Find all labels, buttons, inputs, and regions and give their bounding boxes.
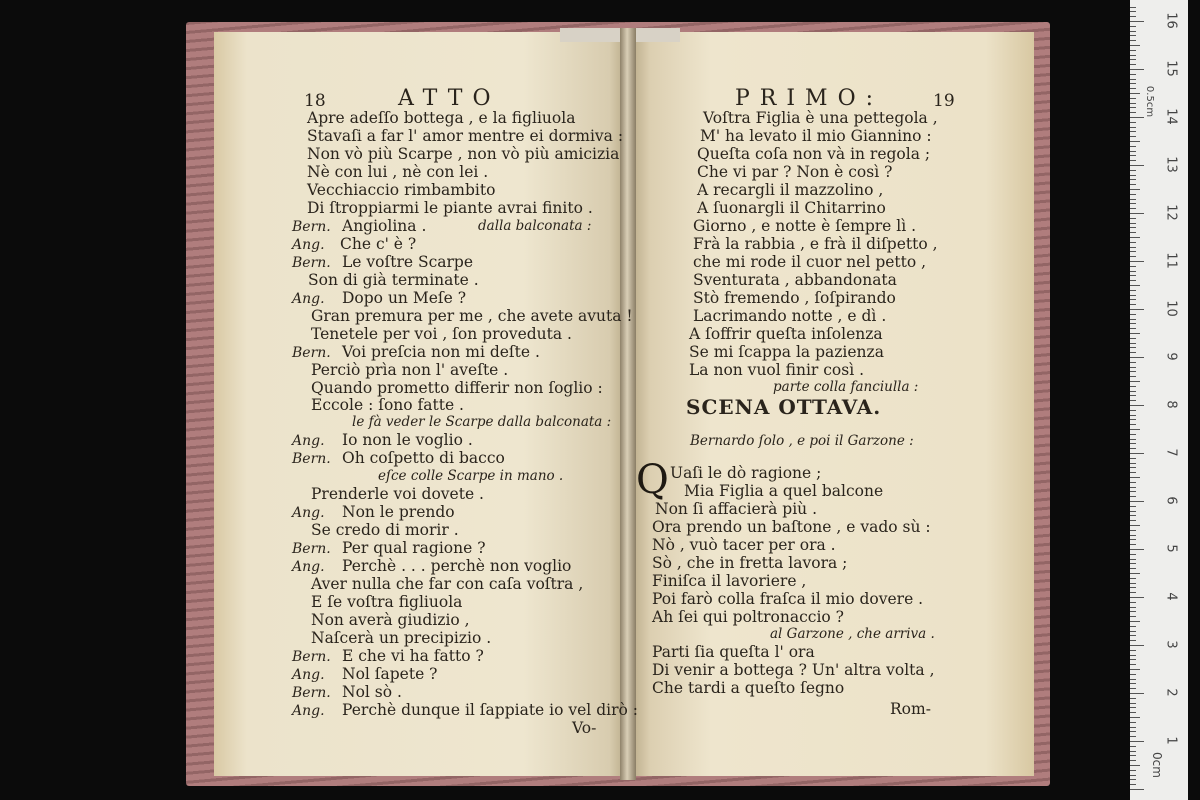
ruler-tick [1130, 472, 1136, 473]
ruler-tick [1130, 611, 1136, 612]
ruler-unit-label: 0cm [1149, 752, 1164, 778]
ruler-tick [1130, 290, 1136, 291]
left-page-number: 18 [304, 91, 326, 111]
ruler-tick [1130, 583, 1136, 584]
ruler-number: 1 [1163, 736, 1179, 745]
speaker-label: Ang. [292, 703, 325, 719]
ruler-tick [1130, 602, 1136, 603]
ruler-tick [1130, 563, 1136, 564]
ruler-tick [1130, 352, 1136, 353]
text-line: Le voſtre Scarpe [342, 253, 474, 271]
text-line: Non ſi affacierà più . [655, 500, 818, 518]
ruler-tick [1130, 640, 1136, 641]
ruler-tick [1130, 285, 1140, 286]
ruler-tick [1130, 347, 1136, 348]
ruler-tick [1130, 535, 1136, 536]
ruler-tick [1130, 655, 1136, 656]
ruler-tick [1130, 45, 1140, 46]
ruler-tick [1130, 679, 1136, 680]
text-line: Nol ſapete ? [342, 665, 438, 683]
ruler-tick [1130, 55, 1136, 56]
ruler-tick [1130, 247, 1136, 248]
ruler-tick [1130, 458, 1136, 459]
text-line: Io non le voglio . [342, 431, 473, 449]
ruler-tick [1130, 424, 1136, 425]
ruler-tick [1130, 693, 1144, 694]
ruler-tick [1130, 184, 1136, 185]
scene-heading: SCENA OTTAVA. [686, 395, 882, 419]
ruler-tick [1130, 635, 1136, 636]
speaker-label: Ang. [292, 433, 325, 449]
measurement-ruler [1130, 0, 1188, 800]
stage-direction: dalla balconata : [478, 218, 592, 234]
speaker-label: Bern. [292, 255, 331, 271]
ruler-number: 3 [1163, 640, 1179, 649]
ruler-tick [1130, 64, 1136, 65]
ruler-tick [1130, 237, 1140, 238]
ruler-tick [1130, 544, 1136, 545]
ruler-tick [1130, 775, 1136, 776]
ruler-tick [1130, 496, 1136, 497]
ruler-tick [1130, 261, 1144, 262]
text-line: Perchè dunque il ſappiate io vel dirò : [342, 701, 638, 719]
ruler-tick [1130, 232, 1136, 233]
ruler-tick [1130, 11, 1136, 12]
ruler-tick [1130, 448, 1136, 449]
ruler-tick [1130, 770, 1136, 771]
ruler-tick [1130, 607, 1136, 608]
ruler-tick [1130, 280, 1136, 281]
ruler-tick [1130, 26, 1136, 27]
ruler-number: 13 [1163, 156, 1179, 173]
ruler-tick [1130, 525, 1140, 526]
ruler-tick [1130, 122, 1136, 123]
ruler-tick [1130, 107, 1136, 108]
ruler-tick [1130, 175, 1136, 176]
ruler-number: 7 [1163, 448, 1179, 457]
ruler-tick [1130, 400, 1136, 401]
speaker-label: Ang. [292, 667, 325, 683]
ruler-tick [1130, 688, 1136, 689]
ruler-tick [1130, 21, 1144, 22]
ruler-number: 10 [1163, 300, 1179, 317]
ruler-tick [1130, 784, 1136, 785]
speaker-label: Ang. [292, 505, 325, 521]
ruler-tick [1130, 645, 1144, 646]
text-line: Ah ſei qui poltronaccio ? [652, 608, 844, 626]
ruler-tick [1130, 127, 1136, 128]
ruler-number: 5 [1163, 544, 1179, 553]
text-line: Eccole : ſono fatte . [311, 396, 464, 414]
text-line: E che vi ha fatto ? [342, 647, 484, 665]
ruler-tick [1130, 621, 1140, 622]
catchword: Rom- [890, 700, 931, 718]
ruler-tick [1130, 59, 1136, 60]
right-running-head: PRIMO: [735, 86, 884, 111]
ruler-tick [1130, 295, 1136, 296]
ruler-tick [1130, 309, 1144, 310]
left-running-head: ATTO [398, 86, 501, 111]
ruler-tick [1130, 736, 1136, 737]
ruler-tick [1130, 74, 1136, 75]
ruler-tick [1130, 419, 1136, 420]
stage-direction: al Garzone , che arriva . [770, 626, 935, 642]
ruler-number: 9 [1163, 352, 1179, 361]
stage-direction: eſce colle Scarpe in mano . [378, 468, 564, 484]
ruler-tick [1130, 439, 1136, 440]
speaker-label: Ang. [292, 559, 325, 575]
ruler-tick [1130, 477, 1140, 478]
ruler-tick [1130, 731, 1136, 732]
ruler-tick [1130, 703, 1136, 704]
text-line: Che c' è ? [340, 235, 417, 253]
text-line: Perciò prìa non l' aveſte . [311, 361, 509, 379]
scene-characters: Bernardo ſolo , e poi il Garzone : [690, 433, 914, 449]
ruler-tick [1130, 79, 1136, 80]
ruler-tick [1130, 194, 1136, 195]
text-line: Son di già terminate . [308, 271, 479, 289]
ruler-tick [1130, 151, 1136, 152]
ruler-tick [1130, 650, 1136, 651]
text-line: Perchè . . . perchè non voglio [342, 557, 572, 575]
ruler-tick [1130, 515, 1136, 516]
speaker-label: Bern. [292, 649, 331, 665]
stage-direction: le fà veder le Scarpe dalla balconata : [352, 414, 612, 430]
ruler-tick [1130, 511, 1136, 512]
text-line: Voſtra Figlia è una pettegola , [703, 109, 938, 127]
ruler-tick [1130, 199, 1136, 200]
ruler-tick [1130, 727, 1136, 728]
ruler-tick [1130, 381, 1140, 382]
text-line: A ſuonargli il Chitarrino [697, 199, 886, 217]
ruler-tick [1130, 136, 1136, 137]
text-line: Nò , vuò tacer per ora . [652, 536, 836, 554]
ruler-tick [1130, 779, 1136, 780]
ruler-tick [1130, 530, 1136, 531]
text-line: Apre adeſſo bottega , e la figliuola [307, 109, 576, 127]
ruler-tick [1130, 631, 1136, 632]
ruler-tick [1130, 664, 1136, 665]
text-line: Ora prendo un baſtone , e vado sù : [652, 518, 931, 536]
right-page-number: 19 [933, 91, 955, 111]
ruler-tick [1130, 131, 1136, 132]
ruler-tick [1130, 386, 1136, 387]
ruler-tick [1130, 112, 1136, 113]
ruler-tick [1130, 328, 1136, 329]
ruler-tick [1130, 35, 1136, 36]
text-line: E ſe voſtra figliuola [311, 593, 463, 611]
ruler-tick [1130, 578, 1136, 579]
ruler-tick [1130, 98, 1136, 99]
text-line: Finiſca il lavoriere , [652, 572, 807, 590]
ruler-tick [1130, 69, 1144, 70]
ruler-tick [1130, 88, 1136, 89]
ruler-tick [1130, 155, 1136, 156]
ruler-tick [1130, 271, 1136, 272]
ruler-number: 11 [1163, 252, 1179, 269]
text-line: Per qual ragione ? [342, 539, 486, 557]
ruler-tick [1130, 568, 1136, 569]
ruler-tick [1130, 669, 1140, 670]
ruler-tick [1130, 443, 1136, 444]
ruler-tick [1130, 146, 1136, 147]
ruler-tick [1130, 7, 1136, 8]
ruler-tick [1130, 314, 1136, 315]
ruler-tick [1130, 275, 1136, 276]
text-line: Di ſtroppiarmi le piante avrai finito . [307, 199, 593, 217]
ruler-tick [1130, 434, 1136, 435]
ruler-tick [1130, 467, 1136, 468]
ruler-tick [1130, 616, 1136, 617]
ruler-number: 16 [1163, 12, 1179, 29]
text-line: Stò fremendo , ſoſpirando [693, 289, 896, 307]
ruler-tick [1130, 170, 1136, 171]
text-line: A recargli il mazzolino , [697, 181, 884, 199]
text-line: Nol sò . [342, 683, 402, 701]
speaker-label: Bern. [292, 219, 331, 235]
text-line: Queſta coſa non và in regola ; [697, 145, 931, 163]
ruler-tick [1130, 31, 1136, 32]
ruler-tick [1130, 223, 1136, 224]
text-line: Nè con lui , nè con lei . [307, 163, 489, 181]
ruler-number: 4 [1163, 592, 1179, 601]
ruler-tick [1130, 506, 1136, 507]
ruler-number: 12 [1163, 204, 1179, 221]
ruler-tick [1130, 256, 1136, 257]
ruler-tick [1130, 482, 1136, 483]
ruler-tick [1130, 242, 1136, 243]
ruler-tick [1130, 659, 1136, 660]
ruler-tick [1130, 549, 1144, 550]
text-line: Mia Figlia a quel balcone [684, 482, 884, 500]
ruler-tick [1130, 717, 1140, 718]
ruler-tick [1130, 203, 1136, 204]
text-line: Gran premura per me , che avete avuta ! [311, 307, 633, 325]
text-line: Parti ſia queſta l' ora [652, 643, 815, 661]
text-line: Non averà giudizio , [311, 611, 470, 629]
ruler-tick [1130, 698, 1136, 699]
ruler-number: 15 [1163, 60, 1179, 77]
ruler-corner-label: 0.5cm [1144, 85, 1156, 118]
ruler-tick [1130, 405, 1144, 406]
ruler-tick [1130, 323, 1136, 324]
ruler-tick [1130, 592, 1136, 593]
speaker-label: Bern. [292, 541, 331, 557]
ruler-tick [1130, 227, 1136, 228]
ruler-tick [1130, 722, 1136, 723]
ruler-tick [1130, 453, 1144, 454]
text-line: Uaſi le dò ragione ; [670, 464, 822, 482]
ruler-tick [1130, 765, 1140, 766]
ruler-number: 14 [1163, 108, 1179, 125]
ruler-tick [1130, 760, 1136, 761]
text-line: Voi preſcia non mi deſte . [342, 343, 540, 361]
ruler-tick [1130, 333, 1140, 334]
ruler-tick [1130, 573, 1140, 574]
speaker-label: Bern. [292, 685, 331, 701]
text-line: Quando prometto differir non ſoglio : [311, 379, 603, 397]
ruler-tick [1130, 218, 1136, 219]
ruler-tick [1130, 371, 1136, 372]
ruler-tick [1130, 559, 1136, 560]
ruler-number: 8 [1163, 400, 1179, 409]
text-line: Se mi ſcappa la pazienza [689, 343, 884, 361]
text-line: Stavaſi a far l' amor mentre ei dormiva : [307, 127, 624, 145]
text-line: Vecchiaccio rimbambito [307, 181, 496, 199]
ruler-tick [1130, 362, 1136, 363]
text-line: La non vuol finir così . [689, 361, 865, 379]
text-line: M' ha levato il mio Giannino : [700, 127, 932, 145]
ruler-tick [1130, 338, 1136, 339]
ruler-tick [1130, 251, 1136, 252]
speaker-label: Ang. [292, 291, 325, 307]
ruler-number: 6 [1163, 496, 1179, 505]
drop-cap: Q [636, 457, 669, 503]
text-line: Tenetele per voi , ſon proveduta . [311, 325, 572, 343]
ruler-tick [1130, 160, 1136, 161]
ruler-tick [1130, 343, 1136, 344]
text-line: Naſcerà un precipizio . [311, 629, 492, 647]
ruler-tick [1130, 597, 1144, 598]
ruler-tick [1130, 141, 1140, 142]
ruler-tick [1130, 410, 1136, 411]
text-line: Che tardi a queſto ſegno [652, 679, 845, 697]
ruler-tick [1130, 520, 1136, 521]
ruler-tick [1130, 501, 1144, 502]
ruler-tick [1130, 266, 1136, 267]
ruler-tick [1130, 165, 1144, 166]
text-line: Che vi par ? Non è così ? [697, 163, 893, 181]
ruler-tick [1130, 755, 1136, 756]
text-line: Se credo di morir . [311, 521, 459, 539]
ruler-tick [1130, 189, 1140, 190]
ruler-tick [1130, 304, 1136, 305]
ruler-tick [1130, 712, 1136, 713]
text-line: Prenderle voi dovete . [311, 485, 484, 503]
text-line: Sò , che in fretta lavora ; [652, 554, 848, 572]
ruler-tick [1130, 50, 1136, 51]
stage-direction: parte colla fanciulla : [773, 379, 919, 395]
ruler-tick [1130, 376, 1136, 377]
ruler-tick [1130, 626, 1136, 627]
ruler-tick [1130, 463, 1136, 464]
ruler-tick [1130, 40, 1136, 41]
ruler-tick [1130, 491, 1136, 492]
ruler-tick [1130, 213, 1144, 214]
ruler-tick [1130, 179, 1136, 180]
text-line: Non vò più Scarpe , non vò più amicizia [307, 145, 620, 163]
text-line: Frà la rabbia , e frà il diſpetto , [693, 235, 938, 253]
ruler-tick [1130, 367, 1136, 368]
text-line: Oh coſpetto di bacco [342, 449, 505, 467]
ruler-tick [1130, 789, 1144, 790]
speaker-label: Bern. [292, 451, 331, 467]
text-line: Dopo un Meſe ? [342, 289, 467, 307]
ruler-tick [1130, 751, 1136, 752]
ruler-tick [1130, 93, 1140, 94]
ruler-tick [1130, 391, 1136, 392]
ruler-tick [1130, 415, 1136, 416]
text-line: Di venir a bottega ? Un' altra volta , [652, 661, 935, 679]
text-line: Aver nulla che far con caſa voſtra , [311, 575, 584, 593]
ruler-tick [1130, 83, 1136, 84]
ruler-tick [1130, 429, 1140, 430]
ruler-tick [1130, 554, 1136, 555]
ruler-tick [1130, 208, 1136, 209]
text-line: che mi rode il cuor nel petto , [693, 253, 927, 271]
ruler-tick [1130, 741, 1144, 742]
ruler-tick [1130, 16, 1136, 17]
speaker-label: Bern. [292, 345, 331, 361]
speaker-label: Ang. [292, 237, 325, 253]
catchword: Vo- [572, 719, 597, 737]
ruler-tick [1130, 746, 1136, 747]
text-line: Non le prendo [342, 503, 455, 521]
ruler-tick [1130, 487, 1136, 488]
ruler-tick [1130, 103, 1136, 104]
ruler-tick [1130, 683, 1136, 684]
text-line: Angiolina . [342, 217, 427, 235]
ruler-tick [1130, 707, 1136, 708]
text-line: Poi farò colla fraſca il mio dovere . [652, 590, 924, 608]
ruler-tick [1130, 674, 1136, 675]
text-line: A ſoffrir queſta inſolenza [689, 325, 883, 343]
text-line: Lacrimando notte , e dì . [693, 307, 887, 325]
ruler-tick [1130, 299, 1136, 300]
ruler-tick [1130, 587, 1136, 588]
text-line: Sventurata , abbandonata [693, 271, 897, 289]
text-line: Giorno , e notte è ſempre lì . [693, 217, 917, 235]
ruler-tick [1130, 395, 1136, 396]
ruler-tick [1130, 357, 1144, 358]
ruler-number: 2 [1163, 688, 1179, 697]
ruler-tick [1130, 117, 1144, 118]
ruler-tick [1130, 319, 1136, 320]
ruler-tick [1130, 539, 1136, 540]
